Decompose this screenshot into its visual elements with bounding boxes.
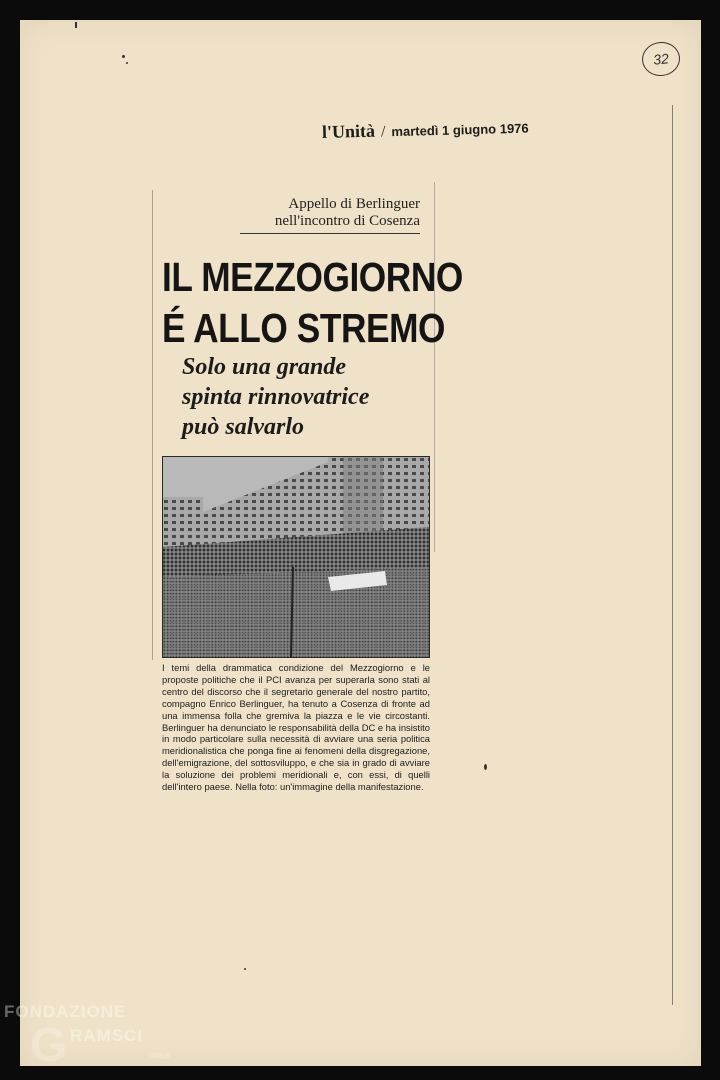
paper-speck — [75, 22, 77, 28]
headline-line: IL MEZZOGIORNO — [162, 254, 463, 300]
news-photo — [162, 456, 430, 658]
watermark-line: FONDAZIONE — [4, 1002, 127, 1021]
photo-caption: I temi della drammatica condizione del Mezzogiorno e le proposte politiche che il PCI avanza per superarla sono stati al centro del discorso che il segretario generale del nostro partito, compagno Enrico Berlinguer, ha tenuto a Cosenza di fronte ad una immensa folla che gremiva la piazza e le vie circostanti. Berlinguer ha denunciato le responsabilità della DC e ha insistito in modo particolare sulla necessità di avviare una seria politica meridionalistica che ponga fine ai fenomeni della disgregazione, dell'emigrazione, del sottosviluppo, e che sia in grado di avviare la soluzione dei problemi meridionali e, con essi, di quelli dell'intero paese. Nella foto: un'immagine della manifestazione. — [162, 662, 430, 793]
kicker-line: nell'incontro di Cosenza — [274, 213, 420, 229]
article-headline — [162, 252, 463, 354]
masthead-separator: / — [380, 123, 386, 141]
paper-speck — [244, 968, 246, 970]
page-number: 32 — [652, 50, 670, 68]
newspaper-name: l'Unità — [321, 120, 376, 142]
article-subheadline — [182, 352, 422, 442]
crowd-photo-image — [163, 457, 429, 657]
paper-speck — [126, 62, 128, 64]
margin-rule — [672, 105, 673, 1005]
issue-date: martedì 1 giugno 1976 — [391, 120, 529, 140]
paper-speck — [122, 55, 125, 58]
kicker-line: Appello di Berlinguer — [288, 196, 420, 212]
article-kicker — [240, 196, 420, 234]
paper-speck — [484, 764, 487, 770]
fondazione-gramsci-watermark — [4, 1002, 194, 1072]
subheadline-line: spinta rinnovatrice — [182, 384, 370, 410]
subheadline-line: Solo una grande — [182, 354, 347, 380]
watermark-logo-letter: G — [30, 1019, 68, 1072]
subheadline-line: può salvarlo — [182, 414, 305, 440]
watermark-line: onlus — [149, 1050, 171, 1060]
headline-line: É ALLO STREMO — [162, 305, 446, 351]
watermark-line: RAMSCI — [70, 1026, 144, 1045]
newspaper-clipping — [152, 182, 463, 793]
